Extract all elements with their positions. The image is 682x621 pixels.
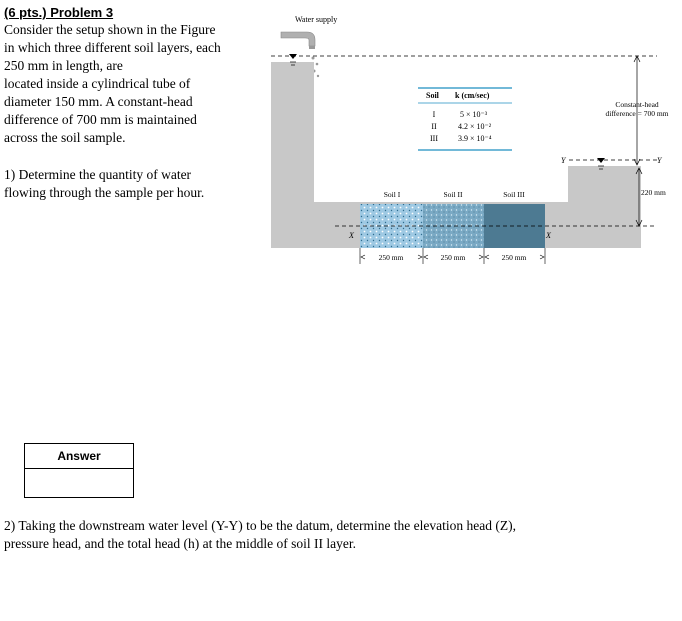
problem-intro [4,21,254,147]
intro-line: across the soil sample. [4,130,126,145]
water-supply-label: Water supply [295,15,338,24]
table-header-soil: Soil [426,91,439,100]
intro-line: Consider the setup shown in the Figure [4,22,216,37]
problem-title: (6 pts.) Problem 3 [4,5,114,20]
table-k-3: 3.9 × 10⁻⁴ [458,134,492,143]
question-1 [4,166,254,202]
table-header-k: k (cm/sec) [455,91,490,100]
marker-x-right: X [546,231,551,240]
height-label: 220 mm [641,188,666,197]
water-level-marker-icon [289,54,297,59]
soil-2-texture [423,204,484,248]
intro-line: in which three different soil layers, each [4,40,221,55]
constant-head-label: Constant-head [615,100,659,109]
question-1-line: 1) Determine the quantity of water [4,167,192,182]
answer-box [24,443,134,498]
question-2-line: pressure head, and the total head (h) at the middle of soil II layer. [4,536,357,551]
constant-head-value: difference = 700 mm [605,109,669,118]
length-label-3: 250 mm [501,253,527,262]
soil-2-label: Soil II [443,190,463,199]
length-label-1: 250 mm [378,253,404,262]
soil-3-label: Soil III [503,190,525,199]
faucet-nozzle [309,46,315,49]
water-drop-icon [312,57,315,60]
intro-line: diameter 150 mm. A constant-head [4,94,193,109]
answer-label: Answer [25,444,133,469]
intro-line: 250 mm in length, are [4,58,123,73]
soil-1-label: Soil I [383,190,401,199]
intro-line: difference of 700 mm is maintained [4,112,197,127]
table-soil-3: III [430,134,438,143]
marker-y-left: Y [561,156,566,165]
table-soil-1: I [432,110,436,119]
soil-k-table [418,88,512,150]
table-soil-2: II [431,122,437,131]
intro-line: located inside a cylindrical tube of [4,76,191,91]
table-k-1: 5 × 10⁻³ [460,110,488,119]
question-2-line: 2) Taking the downstream water level (Y-Y) to be the datum, determine the elevation head (Z), [4,518,516,533]
answer-input-area[interactable] [25,469,133,497]
water-drop-icon [316,63,319,66]
faucet-icon [281,32,315,46]
marker-x-left: X [349,231,354,240]
setup-figure [255,8,680,273]
table-k-2: 4.2 × 10⁻² [458,122,492,131]
marker-y-right: Y [657,156,662,165]
water-drop-icon [317,75,319,77]
soil-3-layer [484,204,545,248]
water-level-marker-icon [597,158,605,163]
question-2 [4,517,674,553]
length-label-2: 250 mm [440,253,466,262]
question-1-line: flowing through the sample per hour. [4,185,205,200]
